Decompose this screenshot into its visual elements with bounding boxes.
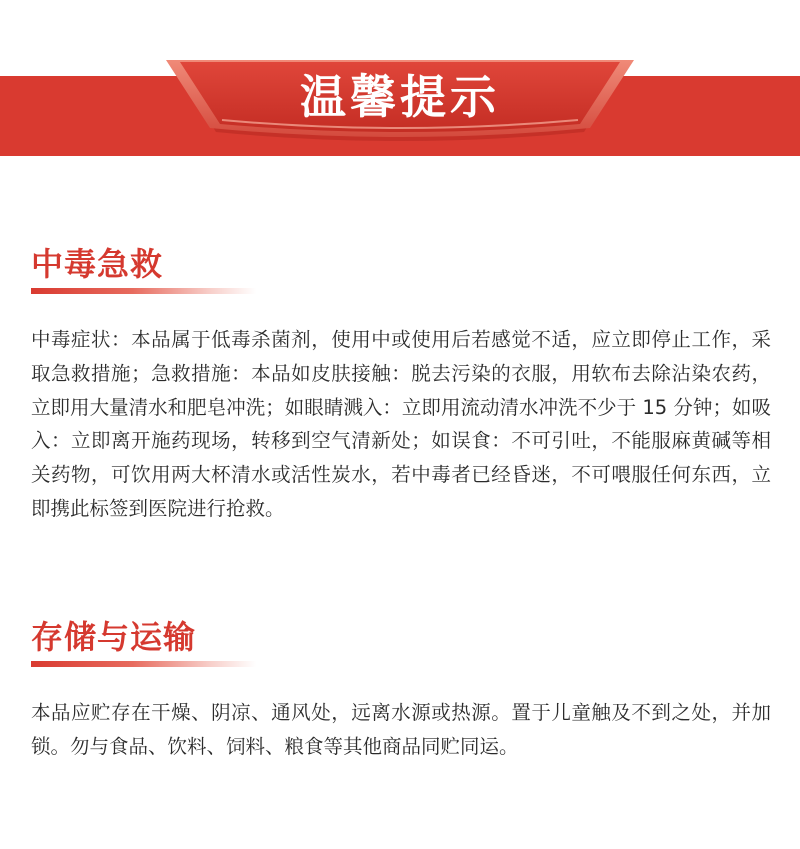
first-aid-paragraph: 中毒症状：本品属于低毒杀菌剂，使用中或使用后若感觉不适，应立即停止工作，采取急救措施；急救措施：本品如皮肤接触：脱去污染的衣服，用软布去除沾染农药，立即用大量清水和肥皂冲洗；如眼睛溅入：立即用流动清水冲洗不少于 15 分钟；如吸入：立即离开施药现场，转移到空气清新处；如误食：不可引吐，不能服麻黄碱等相关药物，可饮用两大杯清水或活性炭水，若中毒者已经昏迷，不可喂服任何东西，立即携此标签到医院进行抢救。 (31, 328, 771, 520)
page-title: 温馨提示 (300, 70, 500, 124)
section-underline (31, 288, 256, 294)
section-title-storage: 存储与运输 (31, 618, 197, 656)
storage-paragraph: 本品应贮存在干燥、阴凉、通风处，远离水源或热源。置于儿童触及不到之处，并加锁。勿与食品、饮料、饲料、粮食等其他商品同贮同运。 (31, 701, 771, 758)
section-title-first-aid: 中毒急救 (31, 245, 164, 283)
section-underline (31, 661, 256, 667)
